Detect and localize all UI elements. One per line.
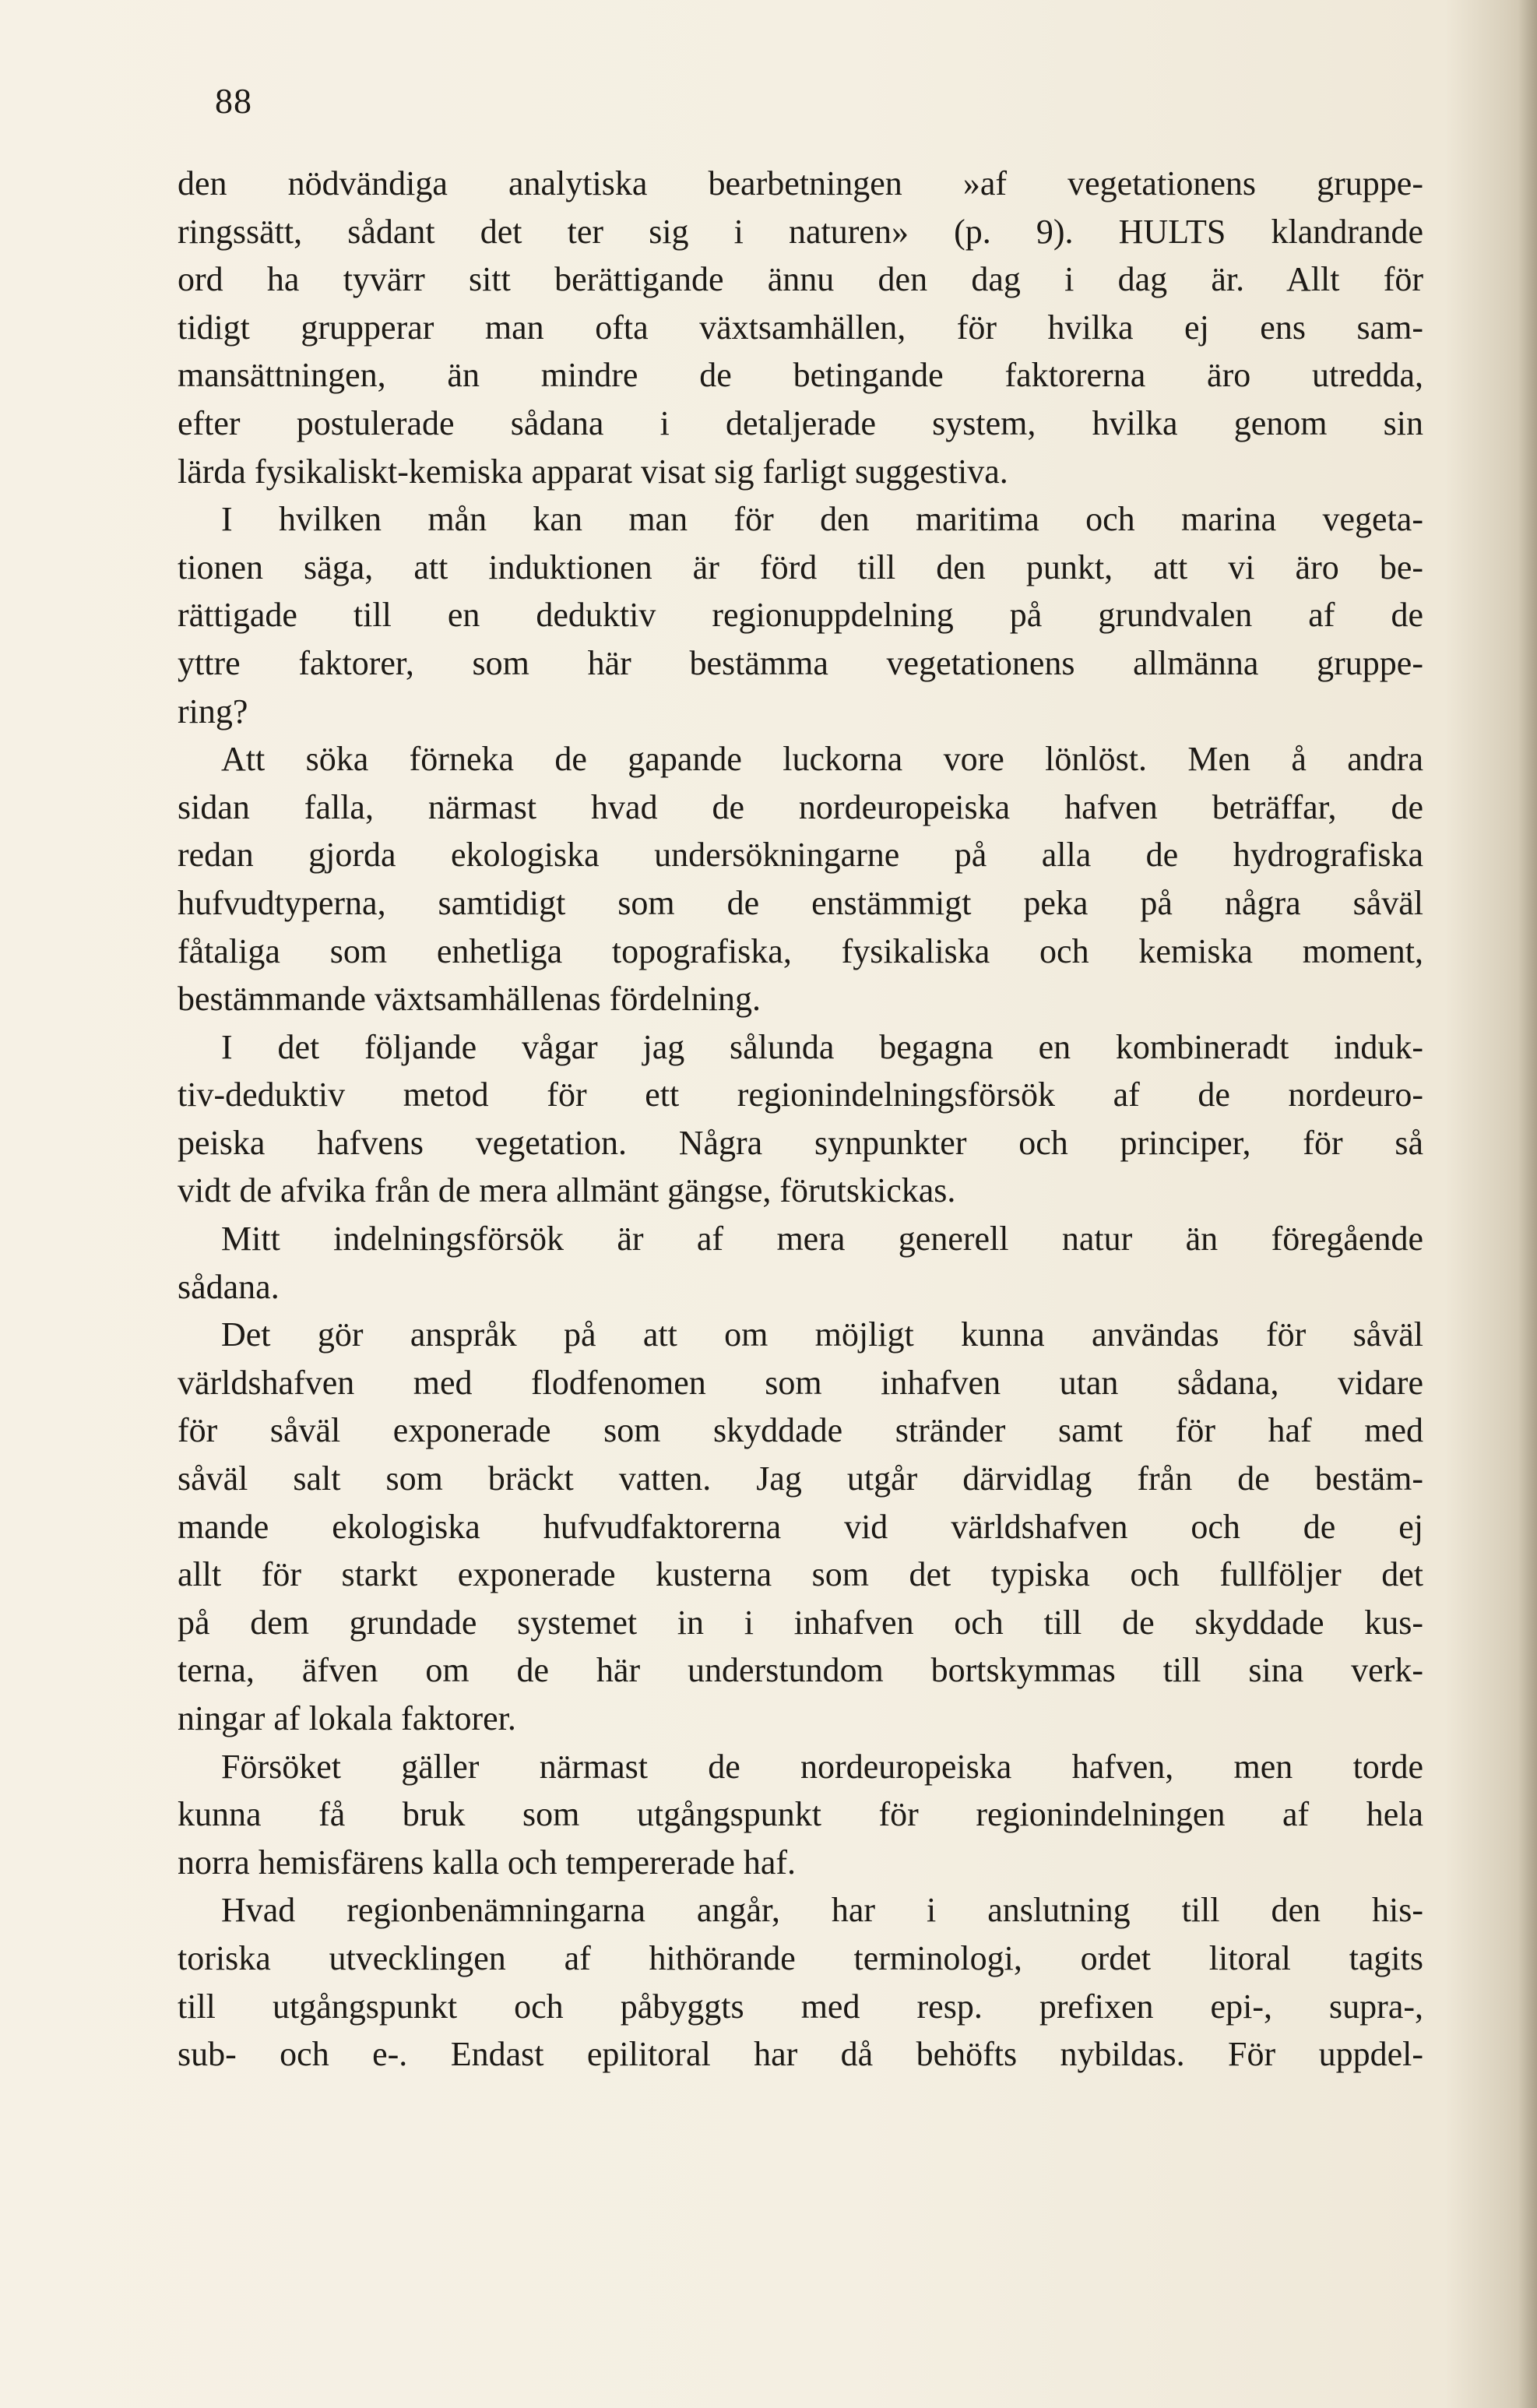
text-line: yttre faktorer, som här bestämma vegetationens allmänna gruppe-	[178, 643, 1423, 682]
text-line: till utgångspunkt och påbyggts med resp. prefixen epi-, supra-,	[178, 1987, 1423, 2026]
text-line: kunna få bruk som utgångspunkt för regionindelningen af hela	[178, 1795, 1423, 1834]
text-line: allt för starkt exponerade kusterna som det typiska och fullföljer det	[178, 1555, 1423, 1594]
text-line: mande ekologiska hufvudfaktorerna vid världshafven och de ej	[178, 1507, 1423, 1546]
paragraph	[178, 1215, 1423, 1311]
text-line: fåtaliga som enhetliga topografiska, fysikaliska och kemiska moment,	[178, 931, 1423, 970]
text-line: efter postulerade sådana i detaljerade system, hvilka genom sin	[178, 403, 1423, 442]
paragraph	[178, 735, 1423, 1023]
text-line: mansättningen, än mindre de betingande faktorerna äro utredda,	[178, 356, 1423, 395]
text-line: terna, äfven om de här understundom bortskymmas till sina verk-	[178, 1651, 1423, 1690]
paragraph	[178, 1886, 1423, 2078]
text-line: Det gör anspråk på att om möjligt kunna användas för såväl	[221, 1315, 1423, 1354]
paragraph	[178, 1311, 1423, 1742]
text-line: Mitt indelningsförsök är af mera generell natur än föregående	[221, 1220, 1423, 1259]
body-text	[178, 160, 1423, 2079]
page-number: 88	[215, 81, 252, 121]
text-line: vidt de afvika från de mera allmänt gängse, förutskickas.	[178, 1171, 956, 1210]
text-line: rättigade till en deduktiv regionuppdelning på grundvalen af de	[178, 596, 1423, 635]
text-line: I hvilken mån kan man för den maritima och marina vegeta-	[221, 500, 1423, 539]
text-line: såväl salt som bräckt vatten. Jag utgår därvidlag från de bestäm-	[178, 1459, 1423, 1498]
text-line: världshafven med flodfenomen som inhafven utan sådana, vidare	[178, 1363, 1423, 1402]
text-line: I det följande vågar jag sålunda begagna en kombineradt induk-	[221, 1027, 1423, 1066]
text-line: ord ha tyvärr sitt berättigande ännu den dag i dag är. Allt för	[178, 260, 1423, 299]
text-line: sådana.	[178, 1267, 280, 1306]
text-line: tiv-deduktiv metod för ett regionindelningsförsök af de nordeuro-	[178, 1076, 1423, 1114]
text-line: för såväl exponerade som skyddade stränder samt för haf med	[178, 1411, 1423, 1450]
text-line: bestämmande växtsamhällenas fördelning.	[178, 980, 761, 1019]
text-line: Hvad regionbenämningarna angår, har i anslutning till den his-	[221, 1891, 1423, 1930]
paragraph	[178, 1023, 1423, 1215]
text-line: ringssätt, sådant det ter sig i naturen» (p. 9). HULTS klandrande	[178, 212, 1423, 251]
text-line: Att söka förneka de gapande luckorna vore lönlöst. Men å andra	[221, 740, 1423, 779]
text-line: tidigt grupperar man ofta växtsamhällen, för hvilka ej ens sam-	[178, 308, 1423, 347]
text-line: hufvudtyperna, samtidigt som de enstämmigt peka på några såväl	[178, 883, 1423, 922]
paragraph	[178, 1743, 1423, 1887]
text-line: den nödvändiga analytiska bearbetningen »af vegetationens gruppe-	[178, 164, 1423, 202]
text-line: toriska utvecklingen af hithörande terminologi, ordet litoral tagits	[178, 1938, 1423, 1977]
text-line: redan gjorda ekologiska undersökningarne på alla de hydrografiska	[178, 836, 1423, 875]
text-line: norra hemisfärens kalla och tempererade haf.	[178, 1843, 797, 1882]
text-line: sidan falla, närmast hvad de nordeuropeiska hafven beträffar, de	[178, 787, 1423, 826]
paragraph	[178, 495, 1423, 735]
text-line: ring?	[178, 692, 248, 730]
paragraph	[178, 160, 1423, 495]
text-line: Försöket gäller närmast de nordeuropeiska hafven, men torde	[221, 1747, 1423, 1786]
text-line: peiska hafvens vegetation. Några synpunkter och principer, för så	[178, 1123, 1423, 1162]
text-line: sub- och e-. Endast epilitoral har då behöfts nybildas. För uppdel-	[178, 2035, 1423, 2074]
page-edge-shadow	[1518, 0, 1537, 2408]
text-line: på dem grundade systemet in i inhafven och till de skyddade kus-	[178, 1603, 1423, 1642]
text-line: lärda fysikaliskt-kemiska apparat visat sig farligt suggestiva.	[178, 452, 1008, 491]
text-line: ningar af lokala faktorer.	[178, 1699, 516, 1737]
text-line: tionen säga, att induktionen är förd till den punkt, att vi äro be-	[178, 547, 1423, 586]
